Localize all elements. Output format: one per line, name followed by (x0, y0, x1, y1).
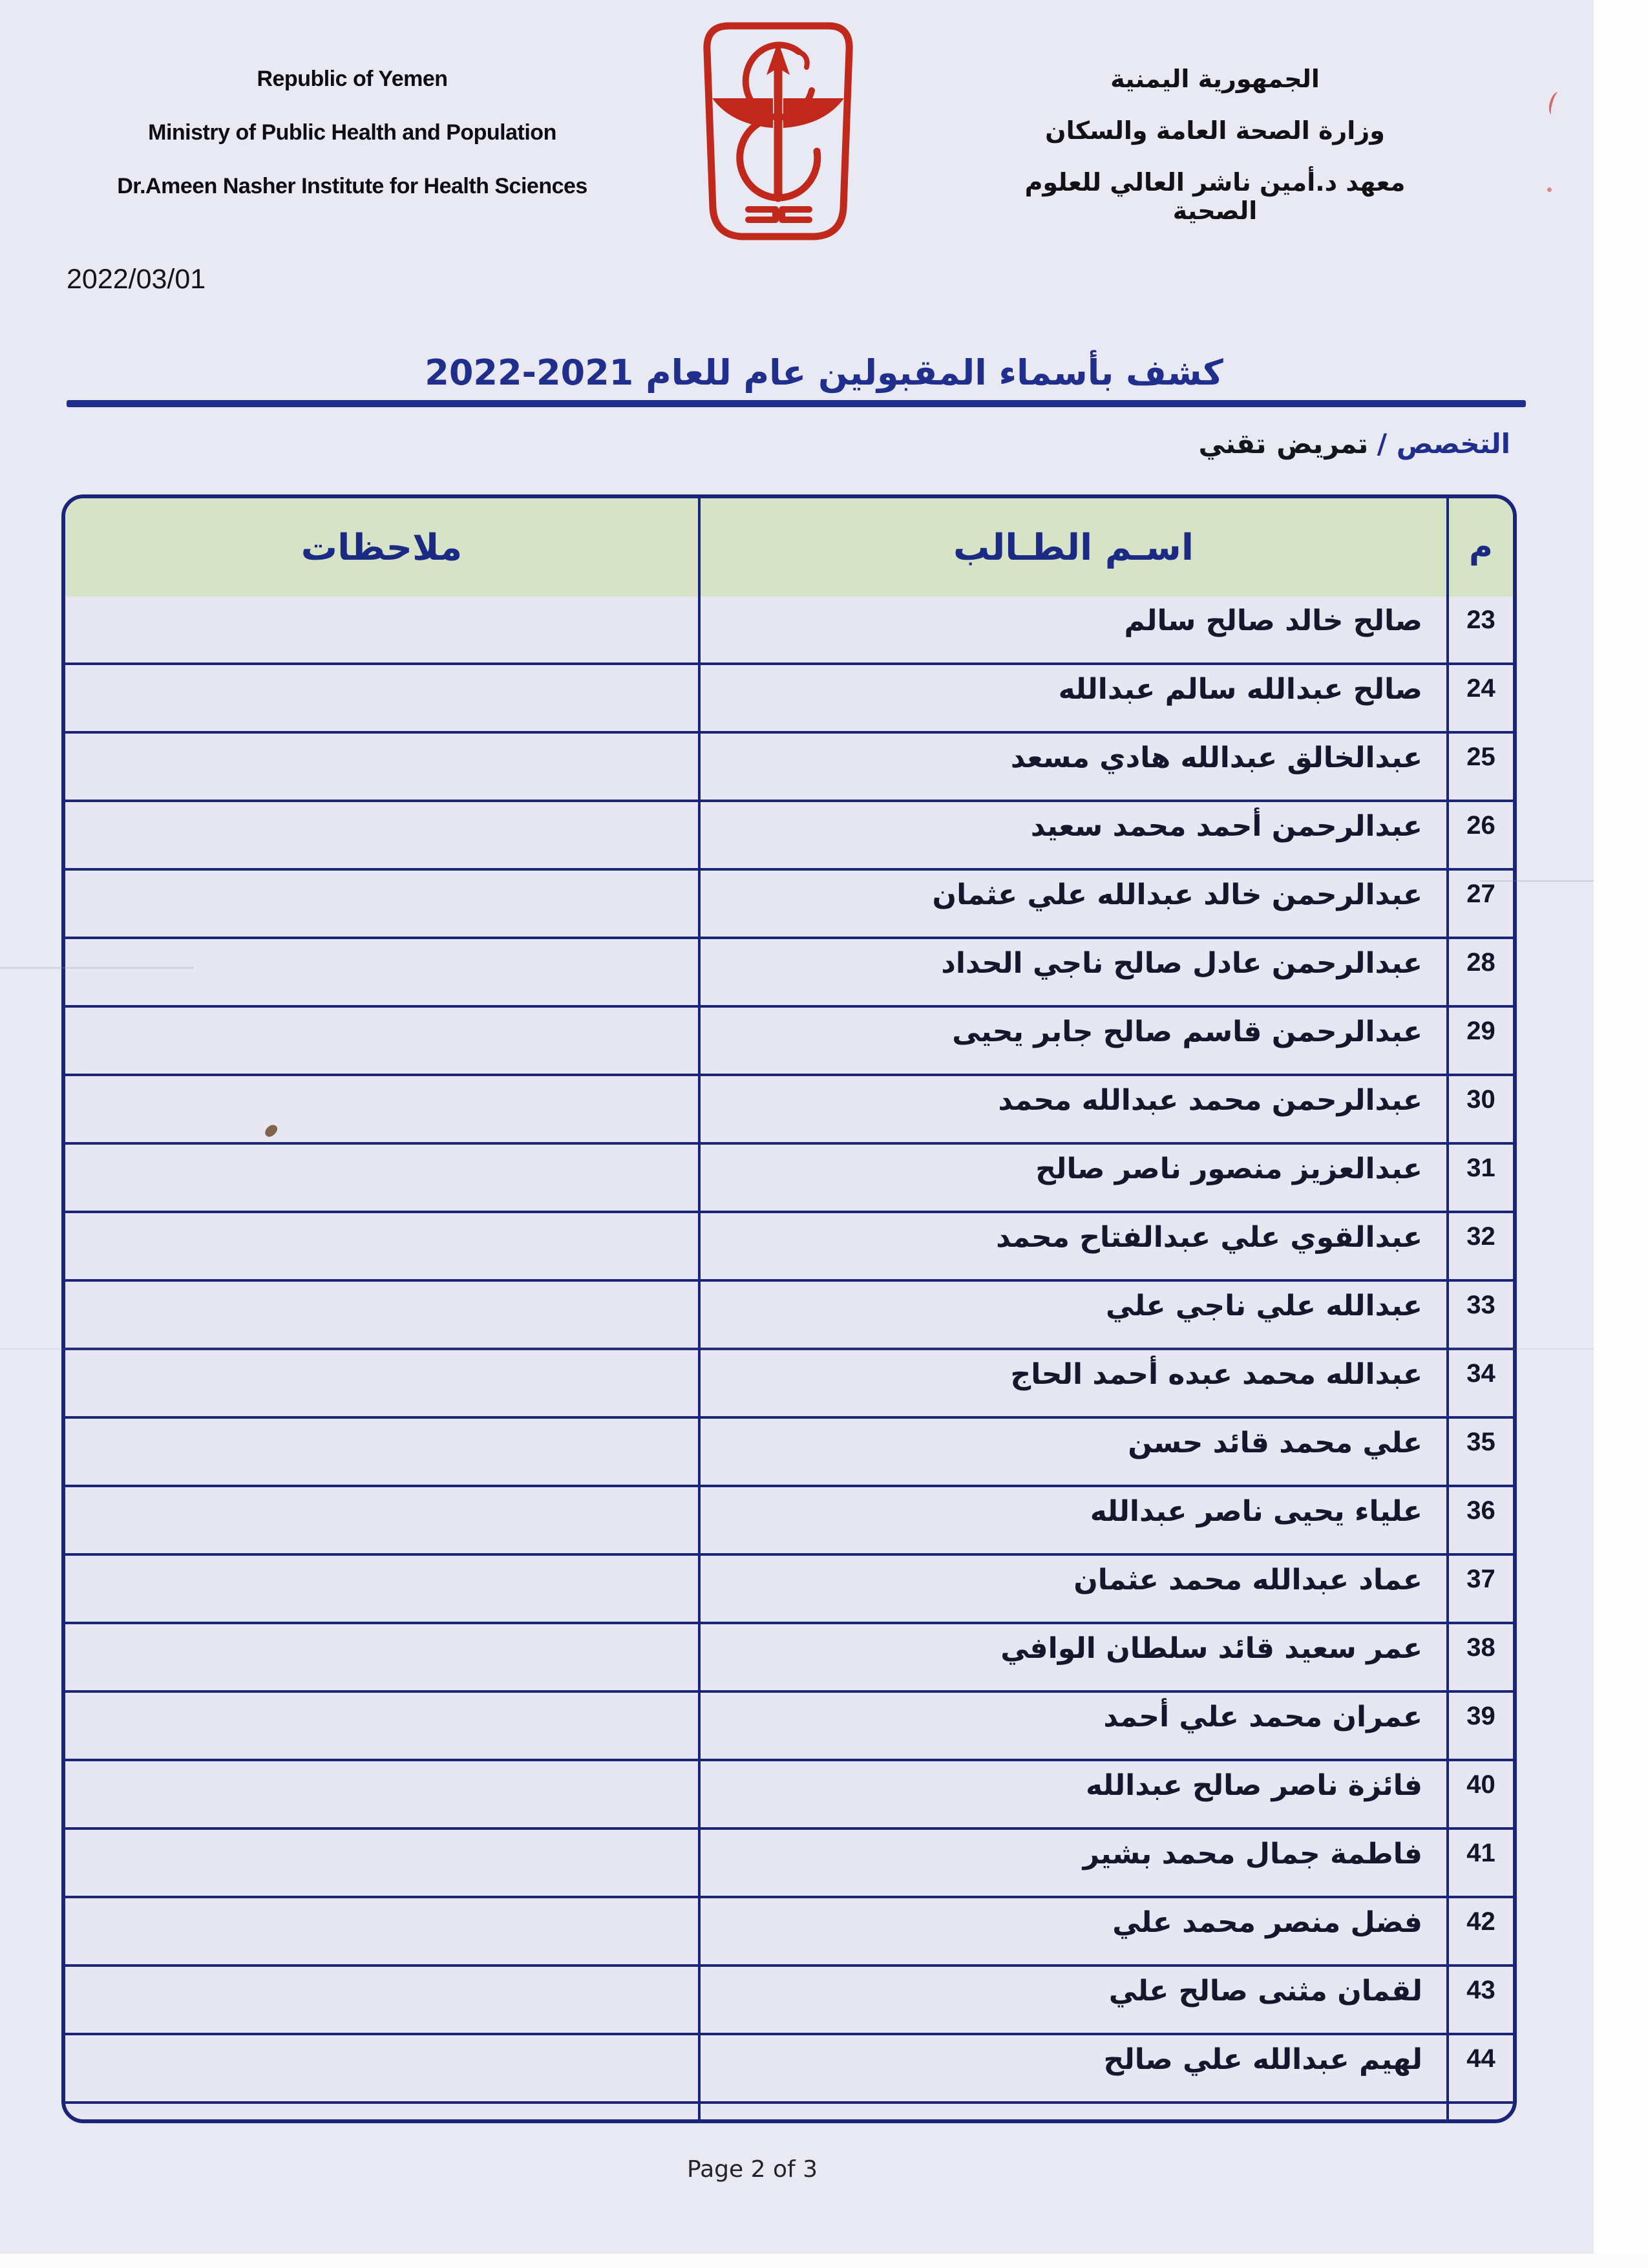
table-row (65, 937, 1513, 1005)
title-years: 2022-2021 (425, 352, 634, 393)
row-student-name: فاطمة جمال محمد بشير (1083, 1838, 1422, 1871)
table-row (65, 1485, 1513, 1553)
row-number: 29 (1466, 1017, 1495, 1045)
column-divider-name-notes (698, 498, 701, 2119)
row-student-name: عبدالعزيز منصور ناصر صالح (1035, 1152, 1422, 1185)
row-student-name: صالح عبدالله سالم عبدالله (1058, 673, 1422, 706)
row-number: 23 (1466, 606, 1495, 634)
table-row (65, 662, 1513, 731)
row-number: 30 (1466, 1085, 1495, 1114)
row-number: 26 (1466, 811, 1495, 840)
row-student-name: عماد عبدالله محمد عثمان (1073, 1563, 1422, 1596)
paper-crease (0, 967, 194, 969)
specialization-line (1195, 428, 1510, 460)
table-row (65, 868, 1513, 937)
specialization-label: التخصص (1396, 428, 1510, 460)
row-number: 27 (1466, 880, 1495, 908)
table-bottom-spacer-row (65, 2101, 1513, 2118)
row-student-name: عبدالرحمن أحمد محمد سعيد (1030, 810, 1422, 843)
row-notes-cell (65, 1898, 695, 1964)
letterhead-arabic-line: وزارة الصحة العامة والسكان (1045, 116, 1385, 145)
column-divider-number-name (1446, 498, 1449, 2119)
red-ink-dot (1547, 187, 1552, 192)
row-number: 32 (1466, 1222, 1495, 1251)
table-row (65, 1416, 1513, 1485)
row-number: 34 (1466, 1359, 1495, 1388)
row-notes-cell (65, 1076, 695, 1142)
document-date: 2022/03/01 (67, 264, 206, 295)
table-row (65, 597, 1513, 662)
row-notes-cell (65, 1008, 695, 1074)
row-number: 36 (1466, 1496, 1495, 1525)
row-student-name: لقمان مثنى صالح علي (1108, 1975, 1422, 2008)
paper-crease (1480, 880, 1594, 882)
table-row (65, 1690, 1513, 1759)
letterhead-english-line: Ministry of Public Health and Population (148, 120, 556, 145)
table-row (65, 1964, 1513, 2033)
row-student-name: عبدالرحمن خالد عبدالله علي عثمان (932, 878, 1422, 911)
row-notes-cell (65, 1419, 695, 1485)
page-number-footer: Page 2 of 3 (687, 2156, 818, 2183)
row-number: 31 (1466, 1154, 1495, 1182)
row-student-name: صالح خالد صالح سالم (1124, 604, 1422, 637)
row-student-name: علي محمد قائد حسن (1128, 1426, 1422, 1459)
scanner-edge-strip-bottom (0, 2254, 1648, 2268)
table-row (65, 1211, 1513, 1279)
row-student-name: عمران محمد علي أحمد (1103, 1701, 1422, 1733)
table-row (65, 1074, 1513, 1142)
column-header-notes: ملاحظات (301, 527, 463, 569)
row-student-name: عبدالخالق عبدالله هادي مسعد (1010, 741, 1422, 774)
table-row (65, 1622, 1513, 1690)
table-row (65, 1759, 1513, 1827)
row-number: 38 (1466, 1633, 1495, 1662)
row-notes-cell (65, 802, 695, 868)
row-notes-cell (65, 1830, 695, 1896)
row-notes-cell (65, 1693, 695, 1759)
row-number: 43 (1466, 1976, 1495, 2004)
row-student-name: عبدالرحمن عادل صالح ناجي الحداد (941, 947, 1422, 980)
table-header-row (65, 498, 1513, 597)
row-number: 24 (1466, 674, 1495, 703)
row-student-name: عبدالله علي ناجي علي (1106, 1289, 1422, 1322)
row-notes-cell (65, 665, 695, 731)
row-notes-cell (65, 2035, 695, 2101)
row-number: 37 (1466, 1565, 1495, 1593)
table-row (65, 1553, 1513, 1622)
letterhead-english-line: Dr.Ameen Nasher Institute for Health Sciences (117, 174, 587, 198)
letterhead-arabic-line: معهد د.أمين ناشر العالي للعلوم الصحية (1024, 168, 1406, 225)
row-student-name: عمر سعيد قائد سلطان الوافي (1000, 1632, 1422, 1665)
row-student-name: علياء يحيى ناصر عبدالله (1090, 1495, 1422, 1528)
table-row (65, 731, 1513, 800)
table-row (65, 1005, 1513, 1074)
title-divider-rule (67, 400, 1526, 407)
letterhead-english-line: Republic of Yemen (257, 67, 448, 91)
row-number: 28 (1466, 948, 1495, 977)
table-row (65, 1896, 1513, 1964)
row-notes-cell (65, 871, 695, 937)
row-student-name: عبدالقوي علي عبدالفتاح محمد (996, 1221, 1422, 1254)
row-notes-cell (65, 734, 695, 800)
row-number: 25 (1466, 743, 1495, 771)
scanner-edge-strip-right (1594, 0, 1648, 2268)
row-student-name: عبدالرحمن قاسم صالح جابر يحيى (952, 1015, 1422, 1048)
row-notes-cell (65, 1967, 695, 2033)
table-row (65, 1279, 1513, 1348)
row-notes-cell (65, 1556, 695, 1622)
row-notes-cell (65, 1213, 695, 1279)
row-notes-cell (65, 597, 695, 662)
column-header-student-name: اسـم الطـالب (953, 527, 1194, 569)
table-row (65, 2033, 1513, 2101)
row-notes-cell (65, 1761, 695, 1827)
row-student-name: عبدالله محمد عبده أحمد الحاج (1010, 1358, 1422, 1391)
row-student-name: لهيم عبدالله علي صالح (1103, 2043, 1422, 2076)
row-student-name: فضل منصر محمد علي (1112, 1906, 1422, 1939)
row-notes-cell (65, 1487, 695, 1553)
table-row (65, 1348, 1513, 1416)
table-row (65, 1827, 1513, 1896)
institute-emblem-logo-icon (684, 17, 872, 247)
row-number: 33 (1466, 1291, 1495, 1319)
row-number: 41 (1466, 1839, 1495, 1867)
row-number: 42 (1466, 1907, 1495, 1936)
paper-crease (0, 1348, 1594, 1350)
row-number: 39 (1466, 1702, 1495, 1730)
row-notes-cell (65, 939, 695, 1005)
letterhead-arabic-line: الجمهورية اليمنية (1110, 65, 1320, 93)
document-title (0, 352, 1648, 393)
row-notes-cell (65, 1145, 695, 1211)
row-notes-cell (65, 1282, 695, 1348)
red-ink-mark (1547, 90, 1563, 116)
specialization-separator: / (1368, 428, 1397, 460)
title-text: كشف بأسماء المقبولين عام للعام (646, 352, 1223, 393)
row-notes-cell (65, 1624, 695, 1690)
table-row (65, 1142, 1513, 1211)
row-number: 35 (1466, 1428, 1495, 1456)
row-notes-cell (65, 1350, 695, 1416)
column-header-number: م (1469, 528, 1493, 566)
row-student-name: عبدالرحمن محمد عبدالله محمد (998, 1084, 1422, 1117)
students-table (61, 494, 1517, 2123)
table-row (65, 800, 1513, 868)
letterhead-arabic (1005, 65, 1425, 248)
row-student-name: فائزة ناصر صالح عبدالله (1085, 1769, 1422, 1802)
row-number: 44 (1466, 2044, 1495, 2073)
letterhead-english (97, 67, 607, 228)
specialization-value: تمريض تقني (1195, 428, 1370, 460)
row-number: 40 (1466, 1770, 1495, 1799)
